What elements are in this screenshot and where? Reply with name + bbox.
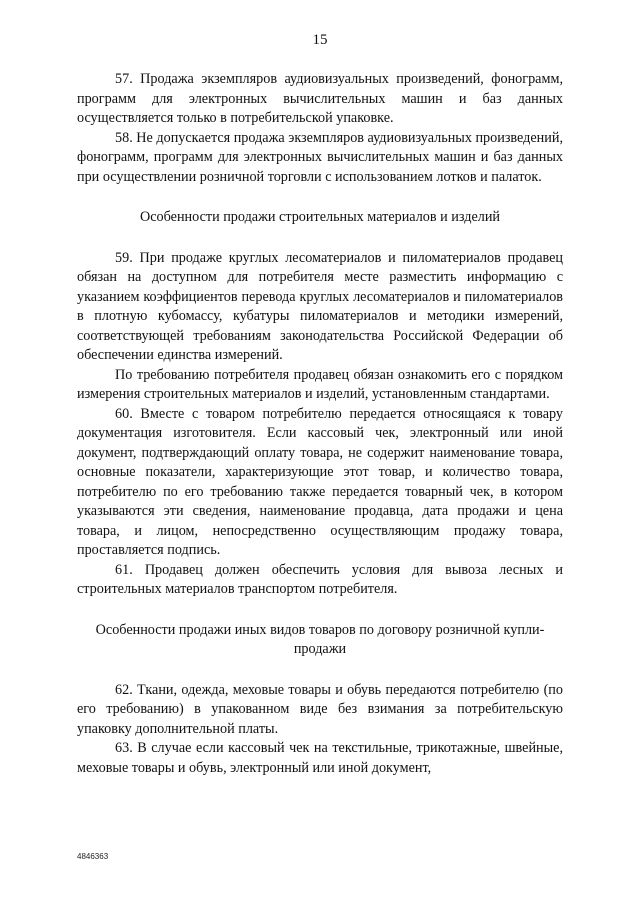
section-heading-other-goods-line1: Особенности продажи иных видов товаров по договору розничной купли- <box>95 621 545 638</box>
paragraph-62: 62. Ткани, одежда, меховые товары и обувь передаются потребителю (по его требованию) в упакованном виде без взимания за потребительскую упаковку дополнительной платы. <box>77 681 563 737</box>
paragraph-58: 58. Не допускается продажа экземпляров аудиовизуальных произведений, фонограмм, программ для электронных вычислительных машин и баз данных при осуществлении розничной торговли с использованием лотков и палаток. <box>77 129 563 185</box>
paragraph-61: 61. Продавец должен обеспечить условия для вывоза лесных и строительных материалов транспортом потребителя. <box>77 561 563 597</box>
document-body <box>77 70 563 778</box>
page-number: 15 <box>312 32 328 48</box>
section-heading-construction-materials: Особенности продажи строительных материалов и изделий <box>139 209 501 225</box>
paragraph-59-continued: По требованию потребителя продавец обязан ознакомить его с порядком измерения строительных материалов и изделий, установленным стандартами. <box>77 366 563 402</box>
paragraph-60: 60. Вместе с товаром потребителю передается относящаяся к товару документация изготовителя. Если кассовый чек, электронный или иной документ, подтверждающий оплату товара, не содержит наименование товара, основные показатели, характеризующие этот товар, и количество товара, потребителю по его требованию также передается товарный чек, в котором указываются эти сведения, наименование продавца, дата продажи и цена товара, и лицом, непосредственно осуществляющим продажу товара, проставляется подпись. <box>77 405 563 558</box>
section-heading-other-goods <box>77 621 563 660</box>
section-heading-other-goods-line2: продажи <box>293 641 347 657</box>
paragraph-59: 59. При продаже круглых лесоматериалов и пиломатериалов продавец обязан на доступном для потребителя месте разместить информацию с указанием коэффициентов перевода круглых лесоматериалов и пиломатериалов в плотную кубомассу, кубатуры пиломатериалов и методики измерений, соответствующей требованиям законодательства Российской Федерации об обеспечении единства измерений. <box>77 249 563 363</box>
paragraph-63: 63. В случае если кассовый чек на текстильные, трикотажные, швейные, меховые товары и обувь, электронный или иной документ, <box>77 740 563 776</box>
paragraph-57: 57. Продажа экземпляров аудиовизуальных произведений, фонограмм, программ для электронных вычислительных машин и баз данных осуществляется только в потребительской упаковке. <box>77 71 563 126</box>
document-id: 4846363 <box>77 852 109 861</box>
